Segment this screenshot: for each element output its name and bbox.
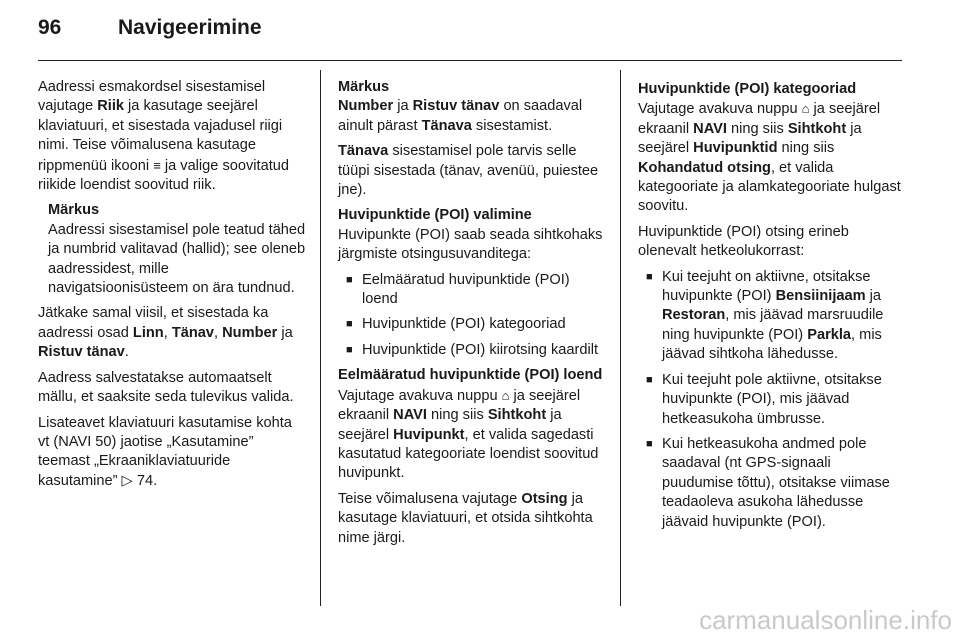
column-2 — [338, 78, 608, 554]
poi-options-list — [338, 271, 608, 361]
note-text: Number ja Ristuv tänav on saadaval ainult pärast Tänava sisestamist. — [338, 98, 583, 134]
section-heading-poi-select: Huvipunktide (POI) valimine — [338, 207, 532, 224]
home-icon: ⌂ — [801, 101, 810, 117]
paragraph-poi-intro: Huvipunkte (POI) saab seada sihtkohaks järgmiste otsingusuvanditega: — [338, 226, 603, 263]
page-number: 96 — [38, 16, 62, 39]
note-text: Aadressi sisestamisel pole teatud tähed ja numbrid valitavad (hallid); see oleneb aadressidest, mille navigatsioonisüsteem on ära tundnud. — [48, 221, 306, 297]
note-box — [38, 201, 306, 298]
section-heading-poi-categories: Huvipunktide (POI) kategooriad — [638, 81, 857, 97]
bullet-icon: ■ — [346, 318, 353, 331]
section-heading-predefined: Eelmääratud huvipunktide (POI) loend — [338, 367, 603, 384]
chapter-title: Navigeerimine — [118, 16, 262, 39]
list-item: ■ Kui teejuht on aktiivne, otsitakse huvipunkte (POI) Bensiinijaam ja Restoran, mis jäävad marsruudile ning huvipunkte (POI) Parkla, mis jäävad sihtkoha lähedusse. — [646, 268, 884, 363]
bullet-icon: ■ — [346, 343, 353, 356]
note-box-2 — [338, 78, 608, 200]
list-item: ■ Kui hetkeasukoha andmed pole saadaval (nt GPS-signaali puudumise tõttu), otsitakse viimase teadaoleva asukoha lähedusse jäävaid huvipunkte (POI). — [646, 435, 890, 530]
bullet-icon: ■ — [346, 273, 353, 286]
note-title: Märkus — [48, 202, 100, 219]
paragraph-keyboard-info: Lisateavet klaviatuuri kasutamise kohta vt (NAVI 50) jaotise „Kasutamine” teemast „Ekraaniklaviatuuride kasutamine” ▷ 74. — [38, 414, 292, 489]
column-3 — [638, 78, 906, 538]
column-divider-2 — [620, 70, 621, 606]
list-item: ■ Huvipunktide (POI) kiirotsing kaardilt — [338, 341, 608, 360]
list-dropdown-icon: ≡ — [153, 157, 161, 173]
page-reference-link[interactable]: 74. — [136, 472, 158, 489]
note-title: Märkus — [338, 79, 390, 95]
bullet-icon: ■ — [646, 270, 653, 283]
paragraph-address-parts: Jätkake samal viisil, et sisestada ka aadressi osad Linn, Tänav, Number ja Ristuv tänav. — [38, 305, 293, 361]
bullet-icon: ■ — [646, 373, 653, 386]
column-1 — [38, 78, 306, 497]
list-item: ■ Kui teejuht pole aktiivne, otsitakse huvipunkte (POI), mis jäävad hetkeasukoha ümbrusse. — [646, 371, 882, 427]
paragraph-categories: Vajutage avakuva nuppu ⌂ ja seejärel ekraanil NAVI ning siis Sihtkoht ja seejärel Huvipunktid ning siis Kohandatud otsing, et valida kategooriate ja alamkategooriate hulgast soovitu. — [638, 101, 901, 215]
list-item: ■ Huvipunktide (POI) kategooriad — [338, 315, 608, 334]
paragraph-predefined: Vajutage avakuva nuppu ⌂ ja seejärel ekraanil NAVI ning siis Sihtkoht ja seejärel Huvipunkt, et valida sagedasti kasutatud kategooriate loendist soovitud huvipunkt. — [338, 387, 599, 482]
watermark: carmanualsonline.info — [699, 605, 952, 635]
column-divider-1 — [320, 70, 321, 606]
list-item: ■ Eelmääratud huvipunktide (POI) loend — [346, 271, 570, 308]
arrow-reference-icon: ▷ — [121, 472, 133, 489]
paragraph-saved: Aadress salvestatakse automaatselt mällu, et saaksite seda tulevikus valida. — [38, 369, 294, 406]
paragraph-search: Teise võimalusena vajutage Otsing ja kasutage klaviatuuri, et otsida sihtkohta nime järgi. — [338, 490, 593, 546]
paragraph-search-varies: Huvipunktide (POI) otsing erineb olenevalt hetkeolukorrast: — [638, 223, 849, 260]
bullet-icon: ■ — [646, 437, 653, 450]
paragraph-country: Aadressi esmakordsel sisestamisel vajutage Riik ja kasutage seejärel klaviatuuri, et sisestada vajadusel riigi nimi. Teise võimalusena kasutage rippmenüü ikooni ≡ ja valige soovitatud riikide loendist soovitud riik. — [38, 79, 289, 194]
note-text-2: Tänava sisestamisel pole tarvis selle tüüpi sisestada (tänav, avenüü, puiestee jne). — [338, 143, 599, 199]
header-rule — [38, 60, 902, 61]
home-icon: ⌂ — [501, 387, 510, 403]
search-conditions-list — [638, 268, 906, 532]
